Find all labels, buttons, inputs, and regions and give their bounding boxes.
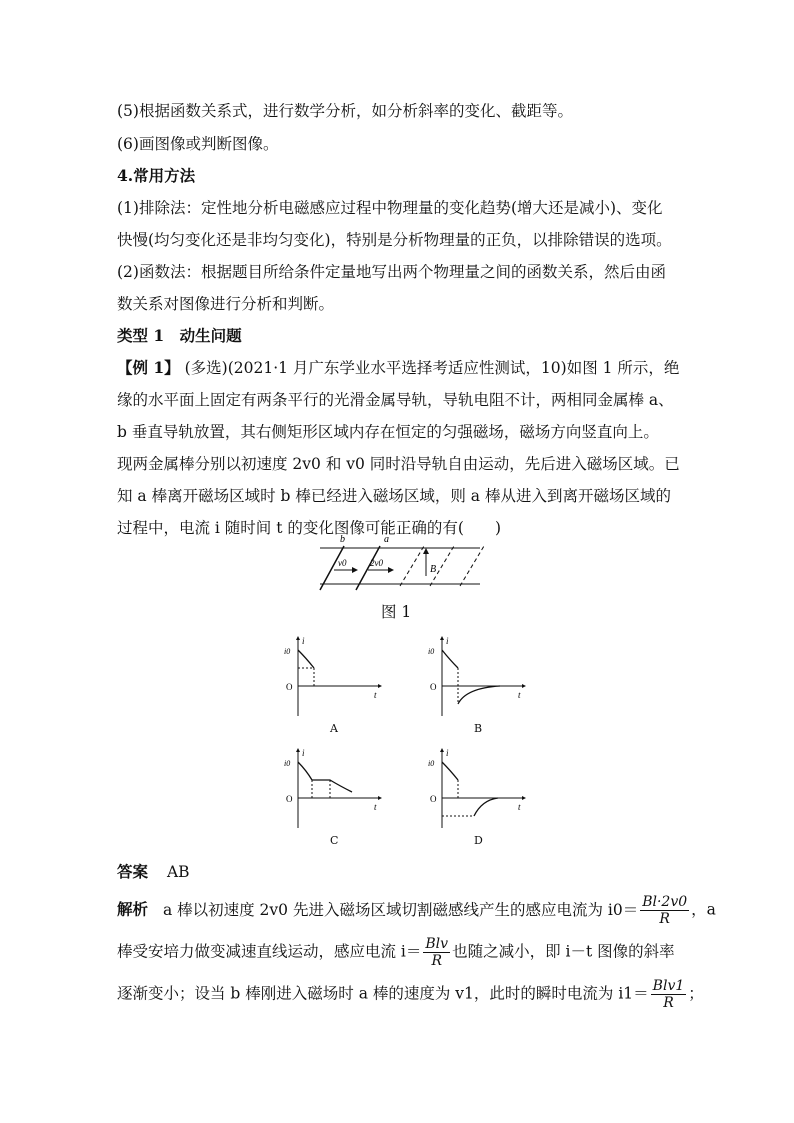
example-line-1 xyxy=(117,358,679,378)
example-tag: 【例 1】 xyxy=(117,358,180,377)
svg-text:i0: i0 xyxy=(284,647,291,656)
svg-text:O: O xyxy=(430,794,437,804)
graph-option-c xyxy=(278,748,388,830)
analysis-line-2: 棒受安培力做变减速直线运动，感应电流 i＝ $\frac{\text{Blv}}{R}$ 也随之减小，即 i－t 图像的斜率 xyxy=(117,936,675,969)
caption-d: D xyxy=(474,834,483,847)
svg-text:i: i xyxy=(446,636,449,646)
method-1-line-2: 快慢(均匀变化还是非均匀变化)，特别是分析物理量的正负，以排除错误的选项。 xyxy=(117,231,672,249)
svg-text:O: O xyxy=(286,794,293,804)
fraction-i: $\frac{\text{Blv}}{R}$ xyxy=(425,936,449,969)
svg-text:i0: i0 xyxy=(428,647,435,656)
analysis-line-3: 逐渐变小；设当 b 棒刚进入磁场时 a 棒的速度为 v1，此时的瞬时电流为 i1＝ $\frac{\text{Blv1}}{R}$ ； xyxy=(117,978,704,1011)
svg-text:i: i xyxy=(302,636,305,646)
svg-text:i: i xyxy=(302,748,305,758)
analysis-text-1: a 棒以初速度 2v0 先进入磁场区域切割磁感线产生的感应电流为 i0＝ xyxy=(162,900,639,919)
svg-text:t: t xyxy=(518,690,521,700)
line-6: (6)画图像或判断图像。 xyxy=(117,135,279,153)
graph-option-d xyxy=(422,748,532,830)
answer-value: AB xyxy=(166,863,190,881)
type-heading: 类型 1 动生问题 xyxy=(117,326,242,345)
line-5: (5)根据函数关系式，进行数学分析，如分析斜率的变化、截距等。 xyxy=(117,102,573,120)
fraction-i1: $\frac{\text{Blv1}}{R}$ xyxy=(652,978,685,1011)
section-heading: 4.常用方法 xyxy=(117,166,196,185)
figure-1-diagram xyxy=(300,532,500,596)
figure-label-B: B xyxy=(430,564,437,575)
graph-option-a xyxy=(278,636,388,718)
example-line-5: 知 a 棒离开磁场区域时 b 棒已经进入磁场区域，则 a 棒从进入到离开磁场区域的 xyxy=(117,487,671,505)
figure-1-caption: 图 1 xyxy=(381,603,412,621)
svg-text:O: O xyxy=(286,682,293,692)
answer-line xyxy=(117,862,190,882)
method-2-line-2: 数关系对图像进行分析和判断。 xyxy=(117,295,335,313)
example-text: (多选)(2021·1 月广东学业水平选择考适应性测试，10)如图 1 所示，绝 xyxy=(179,359,680,377)
svg-text:i: i xyxy=(446,748,449,758)
graph-option-b xyxy=(422,636,532,718)
svg-text:i0: i0 xyxy=(284,759,291,768)
figure-label-2v0: 2v0 xyxy=(370,558,383,568)
figure-label-b: b xyxy=(340,534,345,545)
example-line-4: 现两金属棒分别以初速度 2v0 和 v0 同时沿导轨自由运动，先后进入磁场区域。已 xyxy=(117,455,680,473)
example-line-3: b 垂直导轨放置，其右侧矩形区域内存在恒定的匀强磁场，磁场方向竖直向上。 xyxy=(117,423,659,441)
fraction-i0: $\frac{Bl\cdot 2v0}{R}$ xyxy=(642,894,688,927)
svg-text:O: O xyxy=(430,682,437,692)
caption-c: C xyxy=(330,834,339,847)
caption-a: A xyxy=(330,722,338,735)
svg-text:t: t xyxy=(374,690,377,700)
svg-text:t: t xyxy=(374,802,377,812)
figure-label-a: a xyxy=(384,534,389,545)
analysis-label: 解析 xyxy=(117,899,149,919)
analysis-line-1: 解析 a 棒以初速度 2v0 先进入磁场区域切割磁感线产生的感应电流为 i0＝ $\frac{Bl\cdot 2v0}{R}$ ，a xyxy=(117,894,716,927)
example-line-2: 缘的水平面上固定有两条平行的光滑金属导轨，导轨电阻不计，两相同金属棒 a、 xyxy=(117,391,674,409)
answer-label: 答案 xyxy=(117,862,149,881)
method-2-line-1: (2)函数法：根据题目所给条件定量地写出两个物理量之间的函数关系，然后由函 xyxy=(117,263,666,281)
caption-b: B xyxy=(474,722,483,735)
example-line-6: 过程中，电流 i 随时间 t 的变化图像可能正确的有( ) xyxy=(117,519,501,537)
method-1-line-1: (1)排除法：定性地分析电磁感应过程中物理量的变化趋势(增大还是减小)、变化 xyxy=(117,199,663,217)
figure-label-v0: v0 xyxy=(338,558,347,568)
svg-text:i0: i0 xyxy=(428,759,435,768)
svg-text:t: t xyxy=(518,802,521,812)
